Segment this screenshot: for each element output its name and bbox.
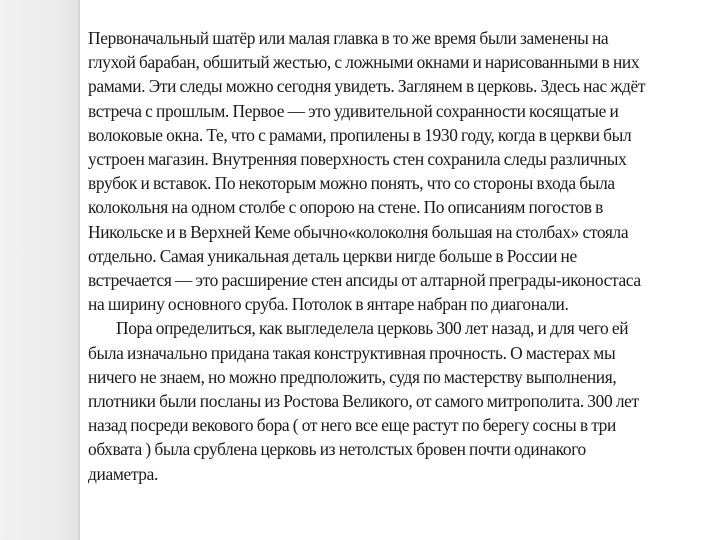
- body-text: [88, 26, 692, 486]
- text-line: назад посреди векового бора ( от него все еще растут по берегу сосны в три: [88, 415, 616, 436]
- text-line: встреча с прошлым. Первое — это удивительной сохранности косящатые и: [88, 100, 619, 121]
- text-line: плотники были посланы из Ростова Великого, от самого митрополита. 300 лет: [88, 391, 639, 412]
- text-line: встречается — это расширение стен апсиды от алтарной преграды-иконостаса: [88, 270, 641, 291]
- left-margin-shade: [0, 0, 78, 540]
- text-line: рамами. Эти следы можно сегодня увидеть. Заглянем в церковь. Здесь нас ждёт: [88, 76, 646, 97]
- text-line: была изначально придана такая конструктивная прочность. О мастерах мы: [88, 342, 616, 363]
- text-line: на ширину основного сруба. Потолок в янтаре набран по диагонали.: [88, 294, 569, 315]
- text-line: колокольня на одном столбе с опорою на стене. По описаниям погостов в: [88, 197, 603, 218]
- text-line: диаметра.: [88, 463, 159, 484]
- text-line: отдельно. Самая уникальная деталь церкви нигде больше в России не: [88, 245, 577, 266]
- text-line: ничего не знаем, но можно предположить, судя по мастерству выполнения,: [88, 366, 617, 387]
- text-line: обхвата ) была срублена церковь из нетолстых бровен почти одинакого: [88, 439, 586, 460]
- left-margin-edge: [78, 0, 80, 540]
- paragraph-start-line: Пора определиться, как выгледелела церковь 300 лет назад, и для чего ей: [88, 318, 629, 339]
- text-line: волоковые окна. Те, что с рамами, пропилены в 1930 году, когда в церкви был: [88, 124, 632, 145]
- text-line: Первоначальный шатёр или малая главка в то же время были заменены на: [88, 28, 609, 48]
- text-line: Никольске и в Верхней Кеме обычно«колоколня большая на столбах» стояла: [88, 221, 629, 242]
- text-line: устроен магазин. Внутренняя поверхность стен сохранила следы различных: [88, 149, 627, 170]
- text-line: врубок и вставок. По некоторым можно понять, что со стороны входа была: [88, 173, 615, 194]
- text-line: глухой барабан, обшитый жестью, с ложными окнами и нарисованными в них: [88, 52, 640, 73]
